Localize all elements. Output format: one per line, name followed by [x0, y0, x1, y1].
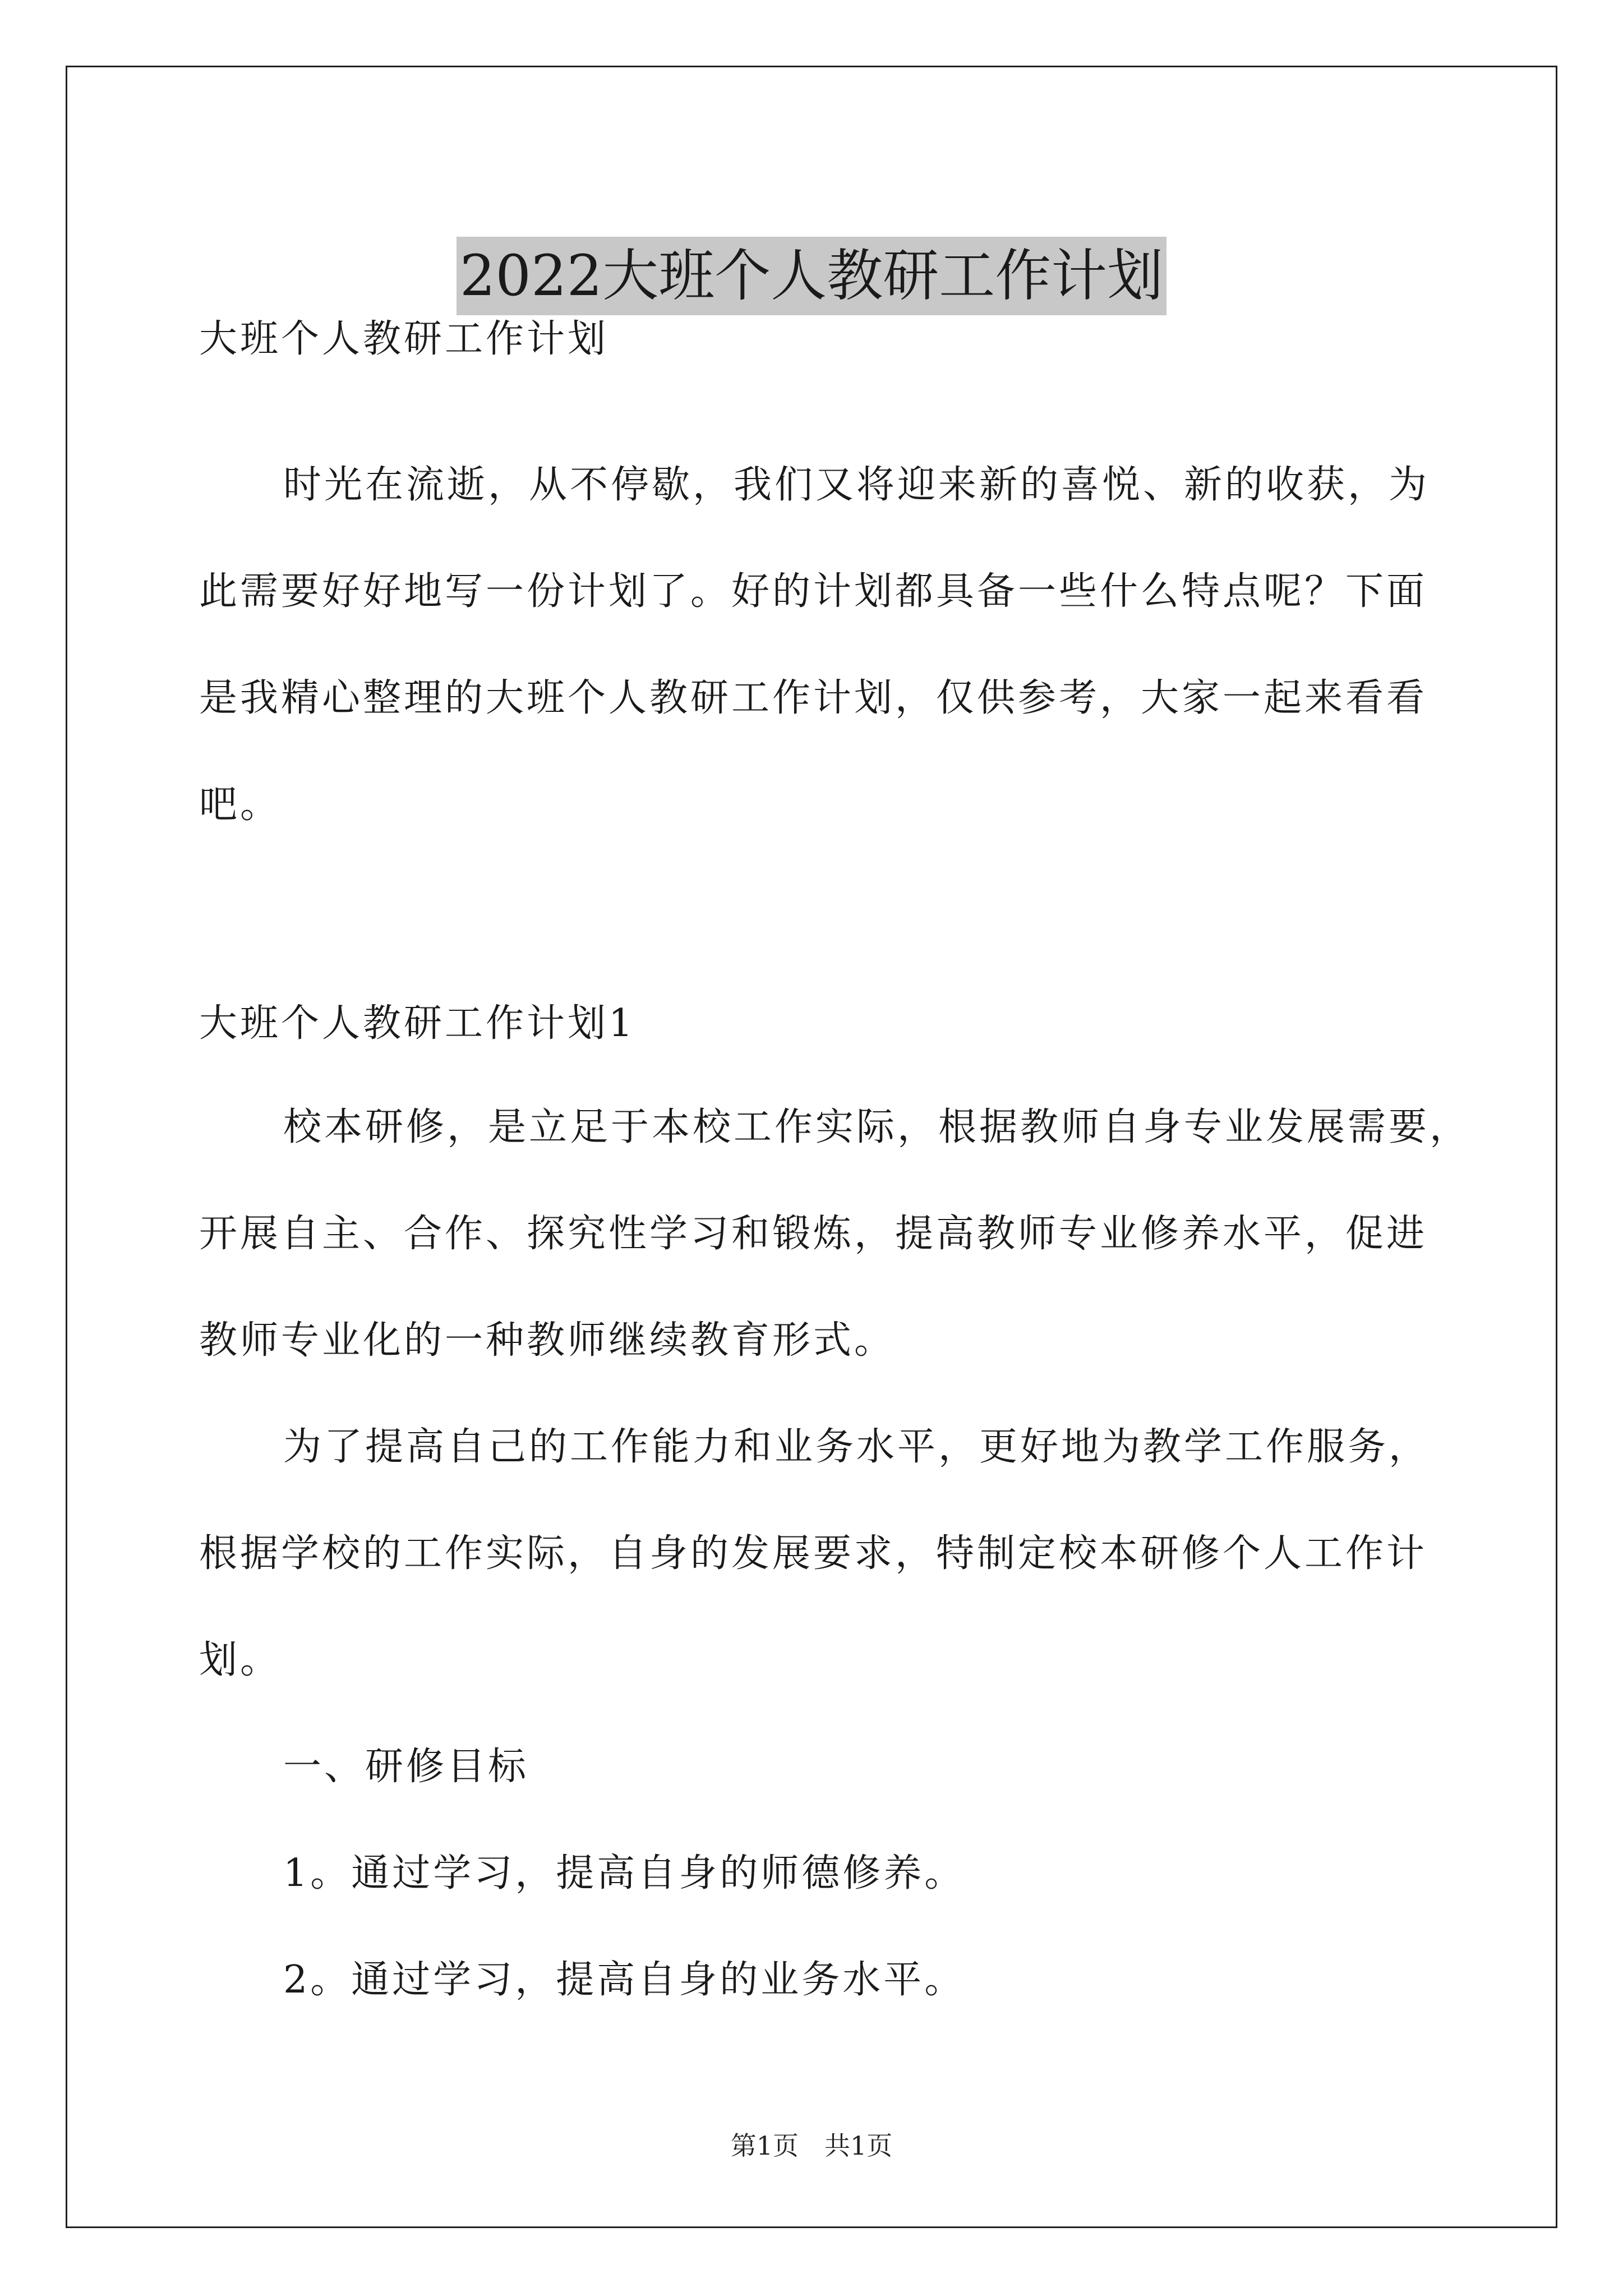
para1-line-2: 开展自主、合作、探究性学习和锻炼，提高教师专业修养水平，促进	[199, 1212, 1428, 1256]
para1-line-1: 校本研修，是立足于本校工作实际，根据教师自身专业发展需要，	[283, 1105, 1471, 1149]
intro-line-1: 时光在流逝，从不停歇，我们又将迎来新的喜悦、新的收获，为	[283, 463, 1430, 507]
page-footer: 第1页 共1页	[730, 2131, 893, 2161]
para2-line-2: 根据学校的工作实际，自身的发展要求，特制定校本研修个人工作计	[199, 1531, 1428, 1576]
section-heading: 大班个人教研工作计划1	[199, 1001, 636, 1046]
intro-line-3: 是我精心整理的大班个人教研工作计划，仅供参考，大家一起来看看	[199, 676, 1428, 720]
goal-item-1: 1。通过学习，提高自身的师德修养。	[283, 1851, 966, 1895]
para2-line-3: 划。	[199, 1638, 282, 1682]
document-title: 2022大班个人教研工作计划	[457, 237, 1167, 315]
document-subtitle: 大班个人教研工作计划	[199, 317, 609, 361]
goals-heading: 一、研修目标	[283, 1745, 529, 1789]
para1-line-3: 教师专业化的一种教师继续教育形式。	[199, 1318, 896, 1363]
intro-line-2: 此需要好好地写一份计划了。好的计划都具备一些什么特点呢？下面	[199, 569, 1428, 614]
goal-item-2: 2。通过学习，提高自身的业务水平。	[283, 1958, 966, 2002]
intro-line-4: 吧。	[199, 783, 282, 827]
para2-line-1: 为了提高自己的工作能力和业务水平，更好地为教学工作服务，	[283, 1425, 1430, 1469]
